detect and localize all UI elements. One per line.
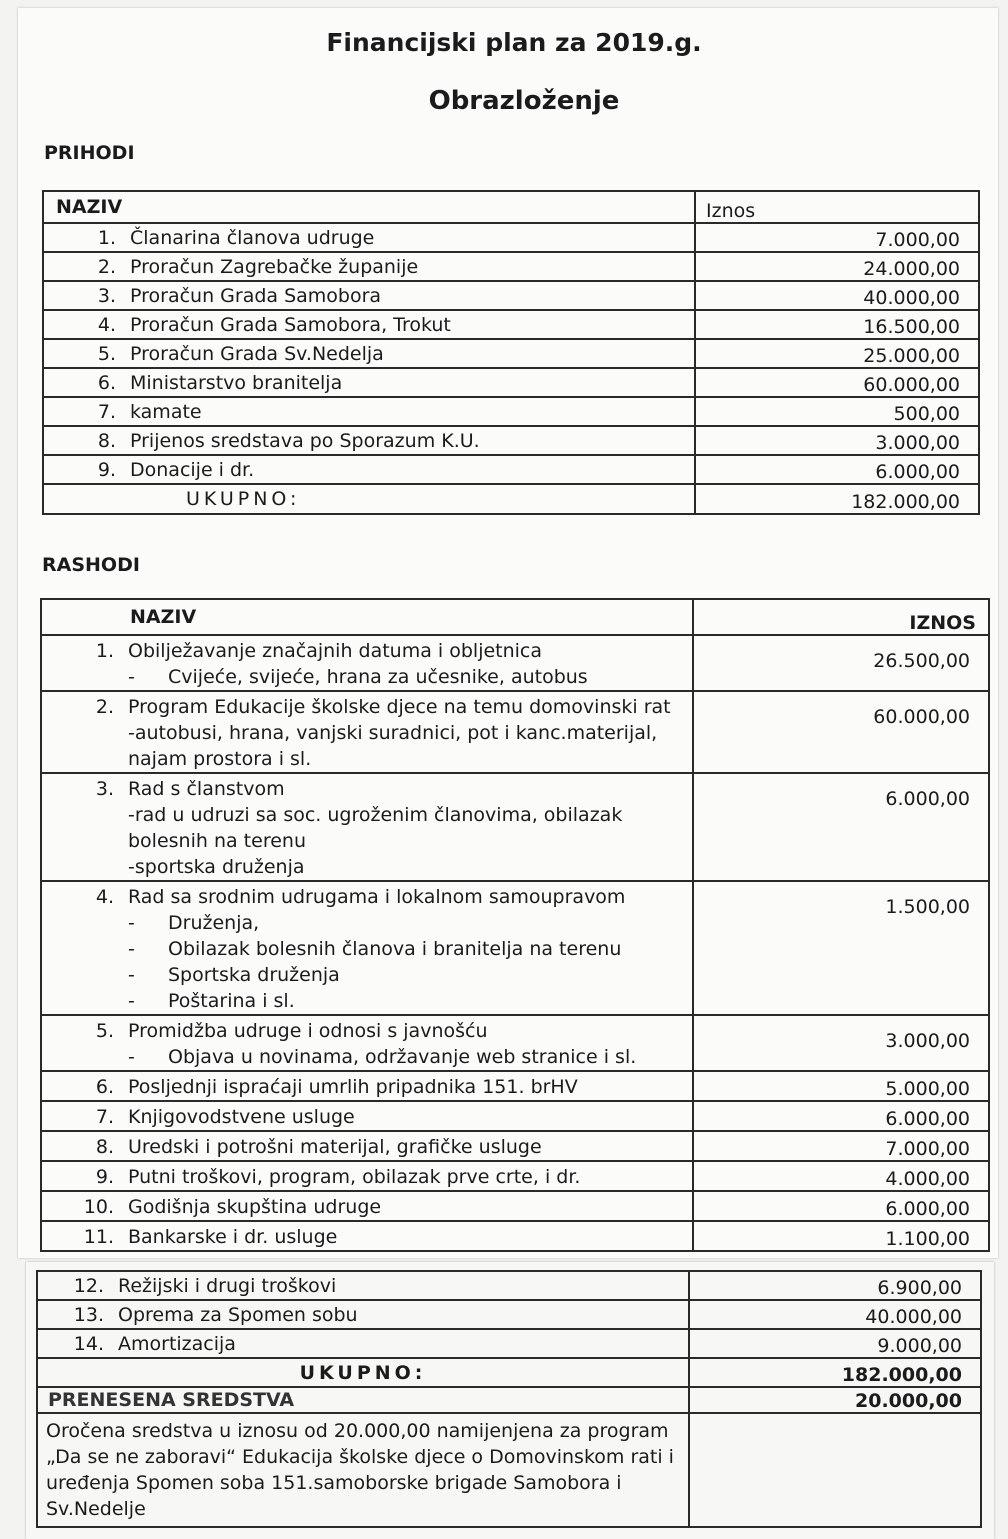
row-number: 5.	[97, 342, 116, 365]
row-name: Proračun Zagrebačke županije	[130, 255, 419, 278]
row-name: Bankarske i dr. usluge	[128, 1226, 338, 1248]
row-number: 13.	[73, 1303, 104, 1326]
row-number: 5.	[95, 1020, 114, 1042]
rashodi-heading: RASHODI	[42, 554, 140, 576]
row-detail-line: najam prostora i sl.	[128, 748, 312, 770]
row-amount: 40.000,00	[689, 1300, 981, 1329]
rashodi-total-row	[37, 1358, 981, 1387]
row-amount: 1.500,00	[693, 881, 989, 1015]
row-number: 11.	[83, 1226, 114, 1248]
rashodi-col-iznos: IZNOS	[693, 599, 989, 635]
row-bullet: Obilazak bolesnih članova i branitelja na terenu	[168, 938, 622, 960]
rashodi-row	[37, 1329, 981, 1358]
row-amount: 3.000,00	[695, 426, 979, 455]
row-number: 4.	[95, 886, 114, 908]
bullet-dash: -	[128, 666, 135, 688]
row-number: 10.	[83, 1196, 114, 1218]
rashodi-row	[41, 1221, 989, 1251]
row-name: Ministarstvo branitelja	[130, 371, 343, 394]
row-amount: 5.000,00	[693, 1071, 989, 1101]
rashodi-total-label: UKUPNO:	[37, 1358, 689, 1387]
row-amount: 6.000,00	[693, 773, 989, 881]
row-number: 12.	[73, 1274, 104, 1297]
row-name: Proračun Grada Samobora, Trokut	[130, 313, 451, 336]
row-detail-line: -sportska druženja	[128, 856, 305, 878]
rashodi-table	[40, 598, 990, 1252]
rashodi-row	[41, 1015, 989, 1071]
prihodi-row	[43, 368, 979, 397]
note-row	[37, 1413, 981, 1527]
rashodi-row	[41, 1101, 989, 1131]
row-name: Amortizacija	[118, 1332, 236, 1355]
row-detail-line: -autobusi, hrana, vanjski suradnici, pot i kanc.materijal,	[128, 722, 658, 744]
bullet-dash: -	[128, 990, 135, 1012]
note-line: uređenja Spomen soba 151.samoborske brigade Samobora i	[46, 1472, 622, 1494]
rashodi-row	[41, 773, 989, 881]
row-amount: 9.000,00	[689, 1329, 981, 1358]
row-name: Oprema za Spomen sobu	[118, 1303, 358, 1326]
prihodi-row	[43, 252, 979, 281]
prenesena-row	[37, 1387, 981, 1413]
row-amount: 7.000,00	[693, 1131, 989, 1161]
rashodi-continued-table	[36, 1270, 982, 1528]
row-number: 9.	[97, 458, 116, 481]
rashodi-total-amount: 182.000,00	[689, 1358, 981, 1387]
row-name: Proračun Grada Sv.Nedelja	[130, 342, 384, 365]
row-name: Posljednji ispraćaji umrlih pripadnika 151. brHV	[128, 1076, 578, 1098]
row-number: 8.	[95, 1136, 114, 1158]
row-amount: 4.000,00	[693, 1161, 989, 1191]
row-name: Putni troškovi, program, obilazak prve crte, i dr.	[128, 1166, 581, 1188]
row-name: Promidžba udruge i odnosi s javnošću	[128, 1020, 488, 1042]
rashodi-row	[41, 881, 989, 1015]
row-name: Rad s članstvom	[128, 778, 285, 800]
row-name: Donacije i dr.	[130, 458, 255, 481]
rashodi-row	[41, 1161, 989, 1191]
rashodi-row	[37, 1300, 981, 1329]
row-detail-line: -rad u udruzi sa soc. ugroženim članovima, obilazak	[128, 804, 623, 826]
bullet-dash: -	[128, 938, 135, 960]
row-amount: 6.000,00	[693, 1191, 989, 1221]
row-number: 7.	[97, 400, 116, 423]
row-amount: 1.100,00	[693, 1221, 989, 1251]
row-amount: 16.500,00	[695, 310, 979, 339]
prihodi-row	[43, 397, 979, 426]
prihodi-heading: PRIHODI	[44, 142, 135, 164]
row-bullet: Druženja,	[168, 912, 260, 934]
row-amount: 7.000,00	[695, 223, 979, 252]
row-amount: 40.000,00	[695, 281, 979, 310]
row-amount: 24.000,00	[695, 252, 979, 281]
row-amount: 500,00	[695, 397, 979, 426]
row-number: 4.	[97, 313, 116, 336]
row-number: 2.	[97, 255, 116, 278]
row-number: 6.	[97, 371, 116, 394]
prihodi-total-row	[43, 484, 979, 514]
prihodi-total-amount: 182.000,00	[695, 484, 979, 514]
note-line: „Da se ne zaboravi“ Edukacija školske djece o Domovinskom rati i	[46, 1446, 674, 1468]
prihodi-row	[43, 426, 979, 455]
prenesena-amount: 20.000,00	[689, 1387, 981, 1413]
document-subtitle: Obrazloženje	[428, 86, 620, 116]
row-number: 3.	[97, 284, 116, 307]
row-number: 1.	[95, 640, 114, 662]
rashodi-col-naziv: NAZIV	[41, 599, 693, 635]
row-amount: 6.000,00	[693, 1101, 989, 1131]
row-name: Godišnja skupština udruge	[128, 1196, 382, 1218]
row-number: 1.	[97, 226, 116, 249]
row-name: Knjigovodstvene usluge	[128, 1106, 355, 1128]
row-amount: 6.000,00	[695, 455, 979, 484]
rashodi-row	[41, 635, 989, 691]
bullet-dash: -	[128, 912, 135, 934]
prihodi-table	[42, 190, 980, 515]
prihodi-row	[43, 455, 979, 484]
row-number: 9.	[95, 1166, 114, 1188]
prihodi-total-label: UKUPNO:	[43, 484, 695, 514]
prihodi-row	[43, 281, 979, 310]
rashodi-row	[41, 691, 989, 773]
row-number: 6.	[95, 1076, 114, 1098]
row-number: 3.	[95, 778, 114, 800]
document-title: Financijski plan za 2019.g.	[326, 28, 702, 57]
row-name: Članarina članova udruge	[130, 226, 375, 249]
row-number: 2.	[95, 696, 114, 718]
row-bullet: Cvijeće, svijeće, hrana za učesnike, autobus	[168, 666, 588, 688]
row-number: 14.	[73, 1332, 104, 1355]
row-amount: 60.000,00	[695, 368, 979, 397]
row-bullet: Sportska druženja	[168, 964, 340, 986]
row-amount: 3.000,00	[693, 1015, 989, 1071]
row-name: Prijenos sredstava po Sporazum K.U.	[130, 429, 480, 452]
row-name: Režijski i drugi troškovi	[118, 1274, 337, 1297]
rashodi-row	[41, 1071, 989, 1101]
bullet-dash: -	[128, 964, 135, 986]
row-name: Uredski i potrošni materijal, grafičke usluge	[128, 1136, 542, 1158]
rashodi-row	[41, 1191, 989, 1221]
row-bullet: Objava u novinama, održavanje web stranice i sl.	[168, 1046, 637, 1068]
prihodi-row	[43, 223, 979, 252]
row-amount: 25.000,00	[695, 339, 979, 368]
note-amount-cell	[689, 1413, 981, 1527]
prihodi-col-iznos: Iznos	[695, 191, 979, 223]
row-amount: 26.500,00	[693, 635, 989, 691]
row-name: Rad sa srodnim udrugama i lokalnom samoupravom	[128, 886, 626, 908]
bullet-dash: -	[128, 1046, 135, 1068]
row-bullet: Poštarina i sl.	[168, 990, 295, 1012]
row-number: 7.	[95, 1106, 114, 1128]
prenesena-label: PRENESENA SREDSTVA	[37, 1387, 689, 1413]
prihodi-row	[43, 339, 979, 368]
prihodi-row	[43, 310, 979, 339]
note-line: Sv.Nedelje	[46, 1498, 146, 1520]
row-name: kamate	[130, 400, 202, 423]
rashodi-row	[37, 1271, 981, 1300]
row-name: Proračun Grada Samobora	[130, 284, 382, 307]
row-detail-line: bolesnih na terenu	[128, 830, 306, 852]
rashodi-row	[41, 1131, 989, 1161]
row-name: Program Edukacije školske djece na temu domovinski rat	[128, 696, 671, 718]
note-line: Oročena sredstva u iznosu od 20.000,00 namijenjena za program	[46, 1420, 669, 1442]
row-name: Obilježavanje značajnih datuma i obljetnica	[128, 640, 543, 662]
row-amount: 6.900,00	[689, 1271, 981, 1300]
row-number: 8.	[97, 429, 116, 452]
prihodi-col-naziv: NAZIV	[43, 191, 695, 223]
row-amount: 60.000,00	[693, 691, 989, 773]
